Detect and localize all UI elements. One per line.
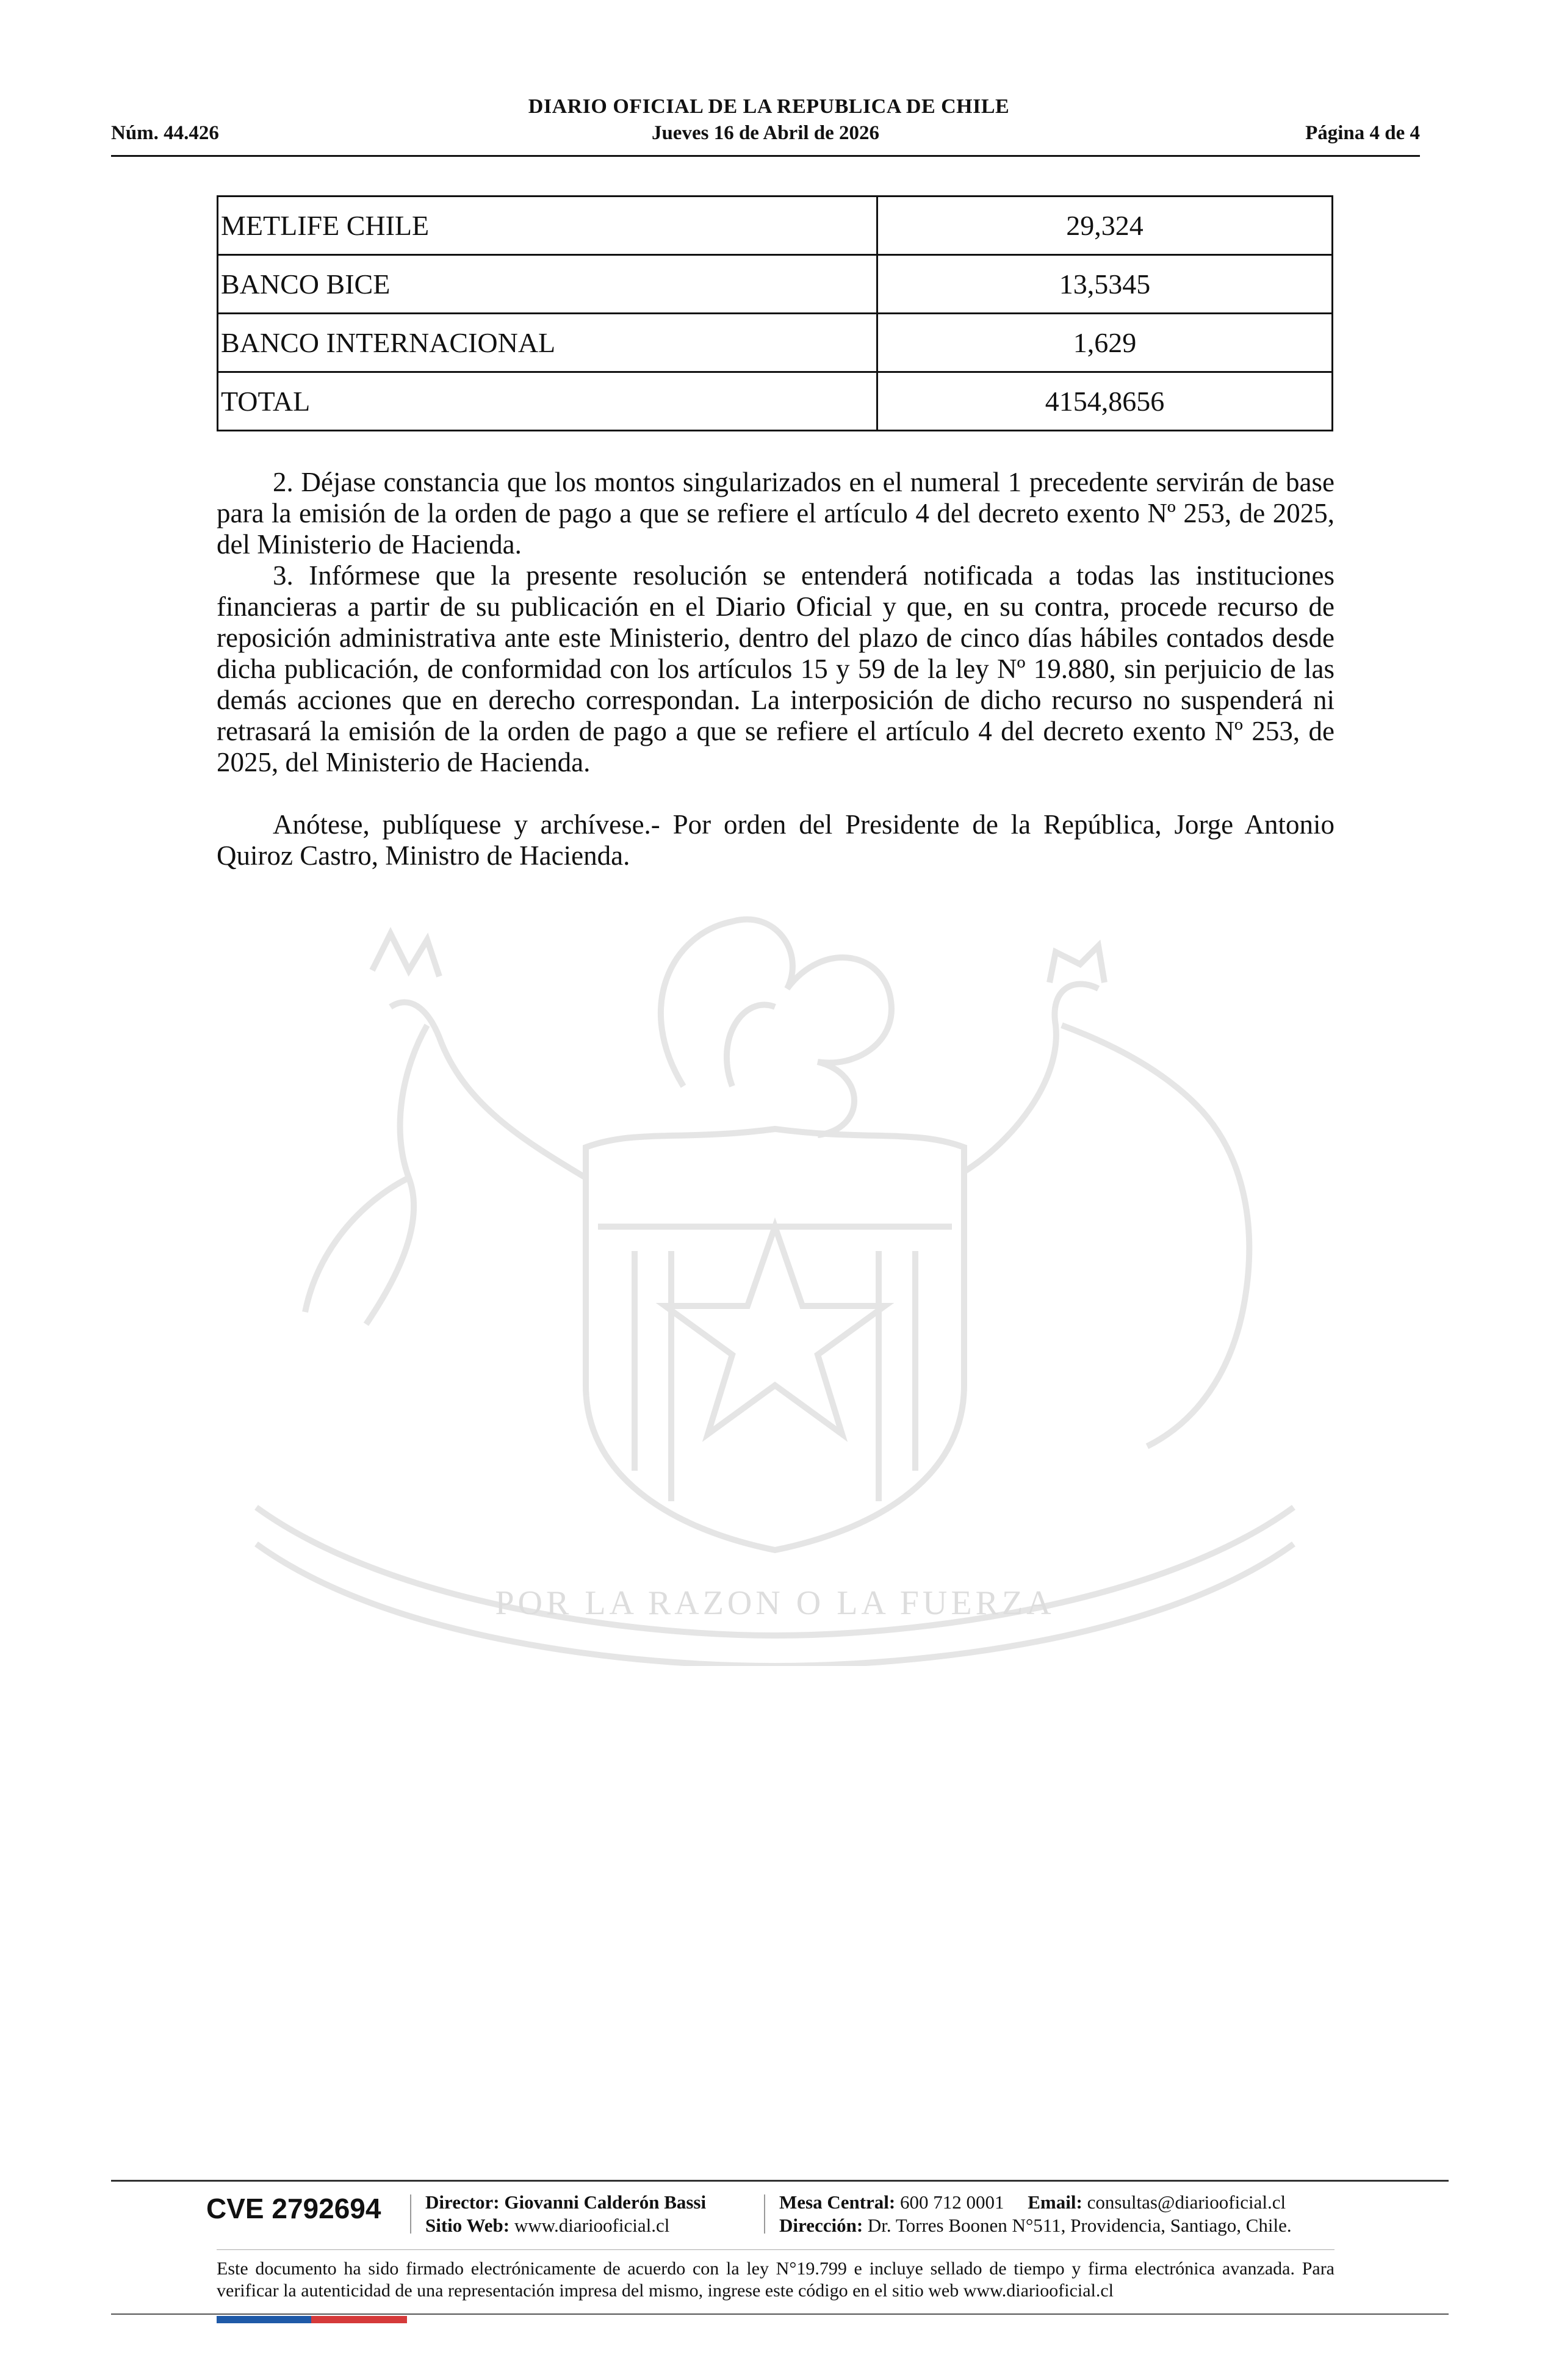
page-number: Página 4 de 4 (1305, 122, 1420, 144)
amount-value: 29,324 (877, 197, 1333, 255)
site-url[interactable]: www.diariooficial.cl (514, 2215, 670, 2236)
publication-title: DIARIO OFICIAL DE LA REPUBLICA DE CHILE (528, 95, 1010, 118)
footer-divider-mid (217, 2249, 1334, 2250)
table-row-total (218, 372, 1333, 431)
phone-number: 600 712 0001 (900, 2191, 1004, 2213)
amounts-table (217, 195, 1333, 431)
director-label: Director: (425, 2191, 500, 2213)
footer-separator (410, 2194, 411, 2234)
footer-director-block (425, 2191, 706, 2237)
signature-note: Este documento ha sido firmado electrónicamente de acuerdo con la ley N°19.799 e incluye sellado de tiempo y firma electrónica avanzada. Para verificar la autenticidad de una representación impresa del mismo, ingrese este código en el sitio web www.diariooficial.cl (217, 2259, 1334, 2301)
flag-stripe-blue (217, 2316, 311, 2323)
institution-name: METLIFE CHILE (218, 197, 877, 255)
table-row (218, 314, 1333, 372)
site-label: Sitio Web: (425, 2215, 510, 2236)
resolution-body (217, 467, 1334, 871)
footer-contact-block (779, 2191, 1292, 2237)
flag-stripe-red (311, 2316, 407, 2323)
table-row (218, 197, 1333, 255)
amount-value: 1,629 (877, 314, 1333, 372)
email-label: Email: (1028, 2191, 1082, 2213)
paragraph-2: 2. Déjase constancia que los montos singularizados en el numeral 1 precedente servirán de base para la emisión de la orden de pago a que se refiere el artículo 4 del decreto exento Nº 253, de 2025, del Ministerio de Hacienda. (217, 467, 1334, 560)
total-label: TOTAL (218, 372, 877, 431)
institution-name: BANCO BICE (218, 255, 877, 314)
closing-paragraph: Anótese, publíquese y archívese.- Por orden del Presidente de la República, Jorge Antonio Quiroz Castro, Ministro de Hacienda. (217, 809, 1334, 871)
paragraph-3: 3. Infórmese que la presente resolución se entenderá notificada a todas las instituciones financieras a partir de su publicación en el Diario Oficial y que, en su contra, procede recurso de reposición administrativa ante este Ministerio, dentro del plazo de cinco días hábiles contados desde dicha publicación, de conformidad con los artículos 15 y 59 de la ley Nº 19.880, sin perjuicio de las demás acciones que en derecho correspondan. La interposición de dicho recurso no suspenderá ni retrasará la emisión de la orden de pago a que se refiere el artículo 4 del decreto exento Nº 253, de 2025, del Ministerio de Hacienda. (217, 560, 1334, 777)
email-address[interactable]: consultas@diariooficial.cl (1087, 2191, 1286, 2213)
footer-separator (764, 2194, 765, 2234)
watermark-motto: POR LA RAZON O LA FUERZA (495, 1584, 1055, 1622)
institution-name: BANCO INTERNACIONAL (218, 314, 877, 372)
header-divider (111, 155, 1420, 157)
director-name: Giovanni Calderón Bassi (504, 2191, 707, 2213)
coat-of-arms-watermark-icon (207, 885, 1342, 1666)
address-value: Dr. Torres Boonen N°511, Providencia, Santiago, Chile. (867, 2215, 1292, 2236)
issue-number: Núm. 44.426 (111, 122, 219, 144)
amount-value: 13,5345 (877, 255, 1333, 314)
footer-divider-bottom (111, 2313, 1449, 2315)
issue-date: Jueves 16 de Abril de 2026 (651, 122, 880, 144)
table-row (218, 255, 1333, 314)
cve-code: CVE 2792694 (206, 2193, 381, 2224)
address-label: Dirección: (779, 2215, 863, 2236)
footer-divider-top (111, 2180, 1449, 2182)
page-header (111, 122, 1420, 149)
phone-label: Mesa Central: (779, 2191, 896, 2213)
total-value: 4154,8656 (877, 372, 1333, 431)
